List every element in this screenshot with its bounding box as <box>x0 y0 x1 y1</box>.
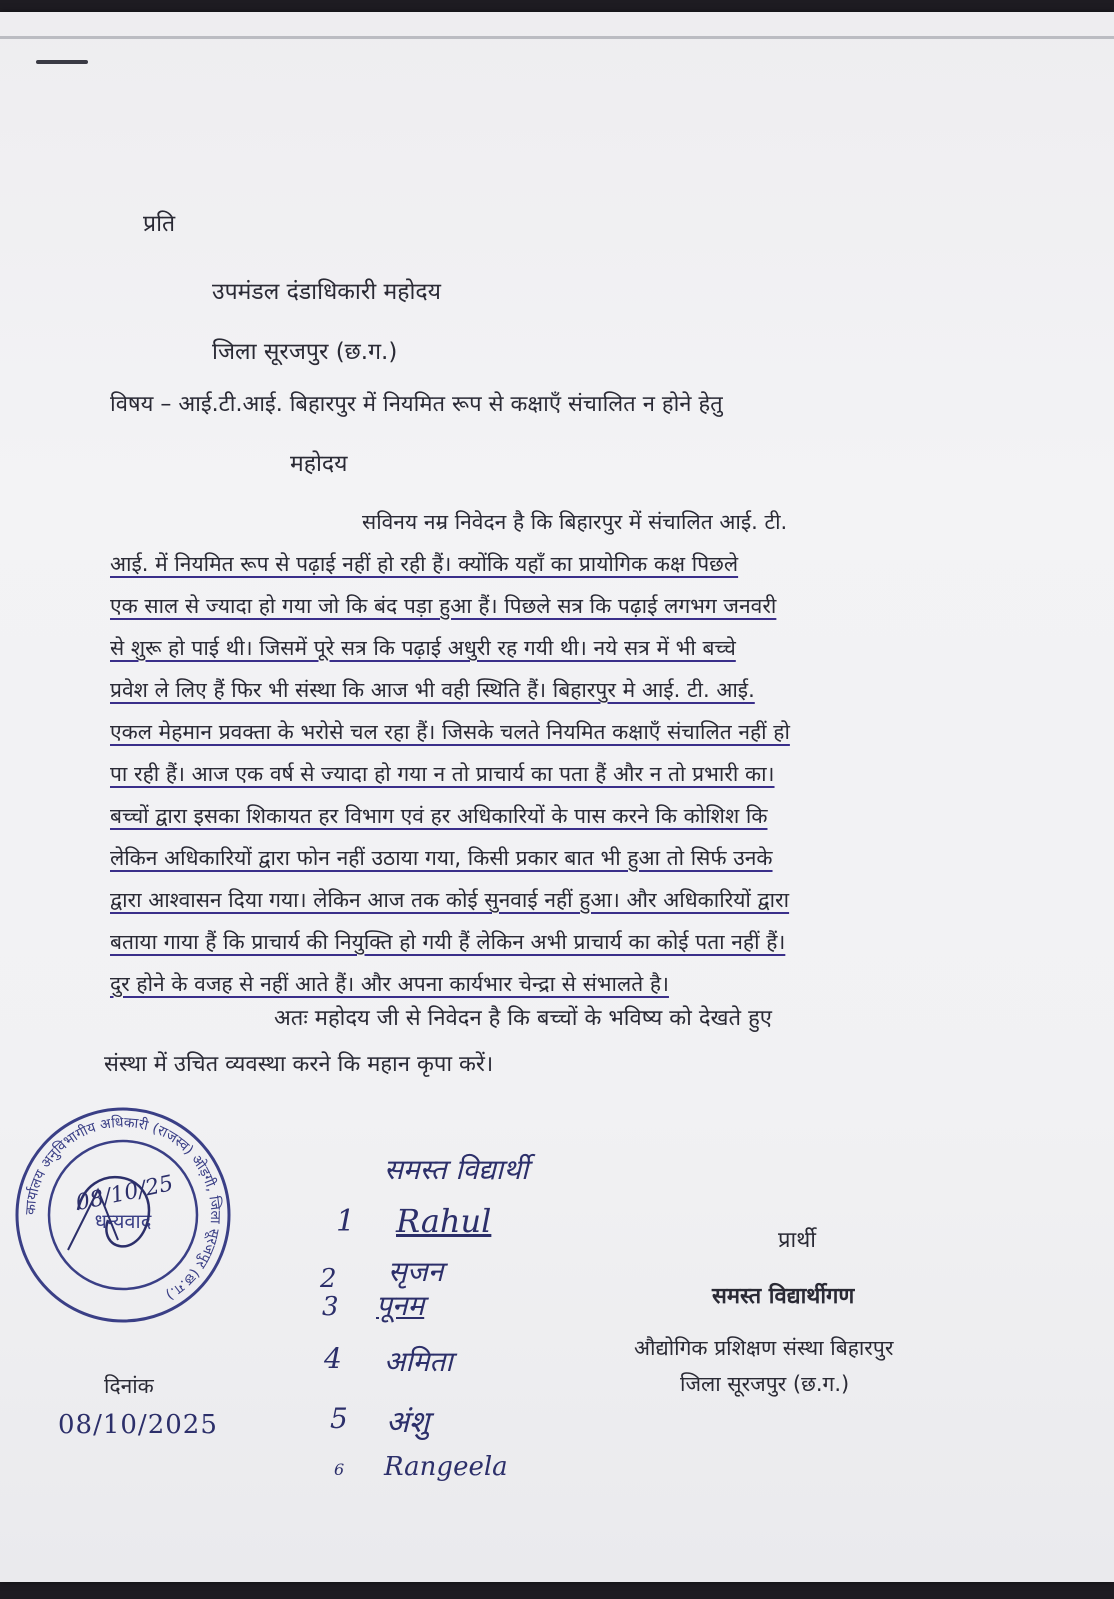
applicant-organization: औद्योगिक प्रशिक्षण संस्था बिहारपुर <box>634 1336 894 1360</box>
date-label: दिनांक <box>104 1374 154 1398</box>
body-line: बताया गाया हैं कि प्राचार्य की नियुक्ति हो गयी हैं लेकिन अभी प्राचार्य का कोई पता नहीं हैं। <box>110 930 786 954</box>
staple-mark <box>36 60 88 64</box>
date-value: 08/10/2025 <box>58 1410 218 1440</box>
body-line: एकल मेहमान प्रवक्ता के भरोसे चल रहा हैं। जिसके चलते नियमित कक्षाएँ संचालित नहीं हो <box>110 720 790 744</box>
applicant-district: जिला सूरजपुर (छ.ग.) <box>680 1372 850 1396</box>
office-seal-stamp <box>8 1100 238 1330</box>
seal-handwritten-mark: 08/10/25 <box>73 1171 176 1217</box>
signature-name: अंशु <box>386 1405 430 1440</box>
body-line: बच्चों द्वारा इसका शिकायत हर विभाग एवं हर अधिकारियों के पास करने कि कोशिश कि <box>110 804 768 828</box>
signatures-heading: समस्त विद्यार्थी <box>384 1153 529 1186</box>
signature-name: Rahul <box>396 1202 492 1240</box>
applicant-name: समस्त विद्यार्थीगण <box>712 1284 855 1309</box>
body-line: पा रही हैं। आज एक वर्ष से ज्यादा हो गया न तो प्राचार्य का पता हैं और न तो प्रभारी का। <box>110 762 775 786</box>
greeting: महोदय <box>290 451 348 477</box>
signature-name: पूनम <box>376 1289 425 1322</box>
body-line: द्वारा आश्वासन दिया गया। लेकिन आज तक कोई सुनवाई नहीं हुआ। और अधिकारियों द्वारा <box>110 888 790 912</box>
signature-number: 1 <box>336 1204 356 1239</box>
body-line: आई. में नियमित रूप से पढ़ाई नहीं हो रही हैं। क्योंकि यहाँ का प्रायोगिक कक्ष पिछले <box>110 552 739 576</box>
signature-name: अमिता <box>384 1345 453 1378</box>
applicant-label: प्रार्थी <box>778 1228 816 1253</box>
signature-name: Rangeela <box>384 1452 508 1482</box>
subject-line: विषय – आई.टी.आई. बिहारपुर में नियमित रूप से कक्षाएँ संचालित न होने हेतु <box>110 392 723 417</box>
paper-fold-edge <box>0 36 1114 39</box>
signature-number: 6 <box>334 1460 345 1479</box>
signature-number: 3 <box>322 1292 339 1322</box>
signature-number: 5 <box>330 1402 348 1435</box>
recipient-line-2: जिला सूरजपुर (छ.ग.) <box>212 339 398 365</box>
signature-name: सृजन <box>388 1255 444 1288</box>
salutation-to: प्रति <box>143 211 176 237</box>
seal-ring-text: कार्यालय अनुविभागीय अधिकारी (राजस्व) ओड़गी, जिला सूरजपुर (छ.ग.) <box>22 1114 224 1303</box>
recipient-line-1: उपमंडल दंडाधिकारी महोदय <box>212 279 441 305</box>
letter-page <box>0 12 1114 1582</box>
body-line: प्रवेश ले लिए हैं फिर भी संस्था कि आज भी वही स्थिति हैं। बिहारपुर मे आई. टी. आई. <box>110 678 755 702</box>
request-line-1: अतः महोदय जी से निवेदन है कि बच्चों के भविष्य को देखते हुए <box>274 1006 772 1031</box>
body-line: सविनय नम्र निवेदन है कि बिहारपुर में संचालित आई. टी. <box>362 510 788 534</box>
body-line: से शुरू हो पाई थी। जिसमें पूरे सत्र कि पढ़ाई अधुरी रह गयी थी। नये सत्र में भी बच्चे <box>110 636 736 660</box>
seal-center-text: धन्यवाद <box>94 1209 152 1233</box>
request-line-2: संस्था में उचित व्यवस्था करने कि महान कृपा करें। <box>104 1052 494 1077</box>
body-line: लेकिन अधिकारियों द्वारा फोन नहीं उठाया गया, किसी प्रकार बात भी हुआ तो सिर्फ उनके <box>110 846 773 870</box>
signature-number: 2 <box>320 1264 337 1294</box>
body-line: दुर होने के वजह से नहीं आते हैं। और अपना कार्यभार चेन्द्रा से संभालते है। <box>110 972 669 996</box>
signature-number: 4 <box>324 1342 342 1375</box>
body-line: एक साल से ज्यादा हो गया जो कि बंद पड़ा हुआ हैं। पिछले सत्र कि पढ़ाई लगभग जनवरी <box>110 594 777 618</box>
